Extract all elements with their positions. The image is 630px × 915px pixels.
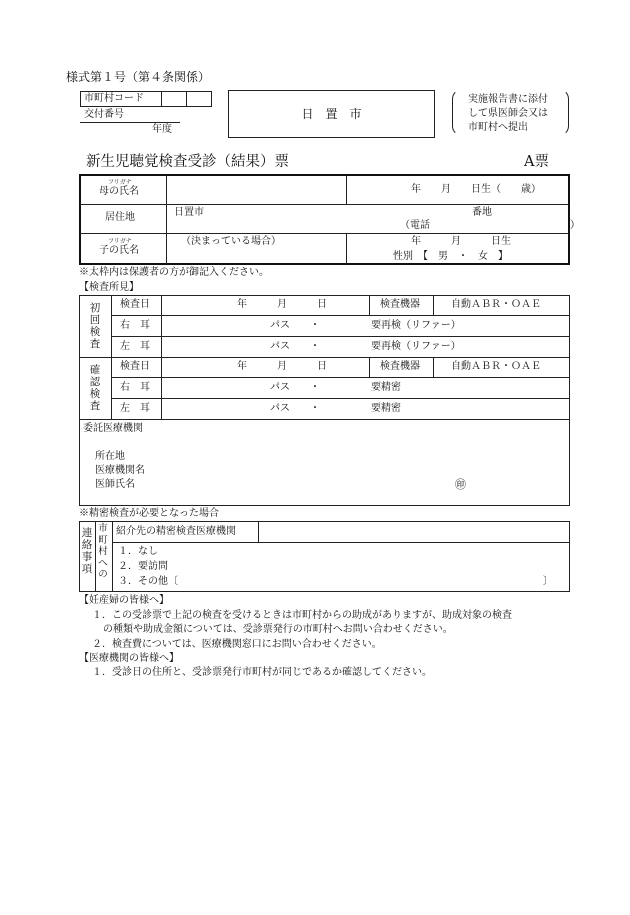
mother-name-label: 母の氏名 — [99, 186, 139, 197]
confirm-right-ear-label: 右 耳 — [120, 382, 150, 393]
confirm-date-label: 検査日 — [120, 361, 150, 372]
option-other[interactable]: ３．その他〔 — [118, 576, 178, 587]
child-birth-label: 年 月 日生 — [411, 236, 511, 247]
initial-date-field[interactable]: 年 月 日 — [237, 299, 327, 310]
guardian-note: ※太枠内は保護者の方が御記入ください。 — [79, 267, 269, 278]
confirm-device-value[interactable]: 自動ＡＢＲ・ＯＡＥ — [451, 361, 541, 372]
initial-device-label: 検査機器 — [380, 299, 420, 310]
initial-right-pass[interactable]: パス ・ — [270, 320, 320, 331]
confirm-date-field[interactable]: 年 月 日 — [237, 361, 327, 372]
initial-device-value[interactable]: 自動ＡＢＲ・ＯＡＥ — [451, 299, 541, 310]
seal-mark: ㊞ — [455, 478, 466, 491]
initial-date-label: 検査日 — [120, 299, 150, 310]
confirm-left-ear-label: 左 耳 — [120, 403, 150, 414]
to-city-label: 市町村への — [98, 523, 108, 580]
institution-label: 委託医療機関 — [83, 423, 143, 434]
phone-label[interactable]: （電話 ） — [400, 220, 580, 231]
pregnant-heading: 【妊産婦の皆様へ】 — [79, 595, 169, 606]
doctor-name-label: 医師氏名 — [95, 479, 135, 490]
sex-label[interactable]: 性別 【 男 ・ 女 】 — [393, 251, 508, 262]
confirm-left-detailed[interactable]: 要精密 — [371, 403, 401, 414]
location-label: 所在地 — [95, 451, 125, 462]
child-name-note: （決まっている場合） — [181, 236, 281, 247]
institution-name-label: 医療機関名 — [95, 465, 145, 476]
referral-field[interactable] — [259, 522, 569, 542]
option-visit[interactable]: ２．要訪問 — [118, 561, 168, 572]
city-name: 日 置 市 — [301, 107, 362, 121]
mother-birth-label: 年 月 日生（ 歳） — [411, 184, 541, 195]
confirm-device-label: 検査機器 — [380, 361, 420, 372]
findings-table — [79, 295, 570, 506]
initial-right-ear-label: 右 耳 — [120, 320, 150, 331]
confirm-right-detailed[interactable]: 要精密 — [371, 382, 401, 393]
municipality-code-label: 市町村コード — [84, 93, 144, 104]
mother-furigana: フリガナ — [108, 179, 132, 186]
submit-note-line2: して県医師会又は — [468, 108, 548, 119]
pregnant-item-2: ２．検査費については、医療機関窓口にお問い合わせください。 — [92, 639, 382, 650]
initial-left-refer[interactable]: 要再検（リファー） — [371, 341, 461, 352]
referral-label: 紹介先の精密検査医療機関 — [116, 526, 236, 537]
address-label: 居住地 — [105, 212, 135, 223]
banchi-label: 番地 — [472, 207, 492, 218]
pregnant-item-1: １．この受診票で上記の検査を受けるときは市町村からの助成がありますが、助成対象の検査 — [92, 610, 512, 621]
initial-exam-label: 初回検査 — [89, 302, 101, 350]
detailed-note: ※精密検査が必要となった場合 — [79, 508, 219, 519]
mother-name-field[interactable] — [167, 175, 346, 204]
confirm-left-pass[interactable]: パス ・ — [270, 403, 320, 414]
option-none[interactable]: １．なし — [118, 546, 158, 557]
form-title: 新生児聴覚検査受診（結果）票 — [86, 154, 289, 170]
issue-number-label: 交付番号 — [84, 109, 124, 120]
medical-item-1: １．受診日の住所と、受診票発行市町村が同じであるか確認してください。 — [92, 667, 432, 678]
confirm-exam-label: 確認検査 — [89, 364, 101, 412]
contact-label: 連絡事項 — [81, 527, 93, 575]
fiscal-year-label: 年度 — [152, 124, 172, 135]
option-other-close: 〕 — [543, 576, 553, 587]
medical-heading: 【医療機関の皆様へ】 — [79, 653, 179, 664]
address-value[interactable]: 日置市 — [174, 207, 204, 218]
ticket-type: A票 — [524, 154, 549, 170]
child-name-label: 子の氏名 — [99, 245, 139, 256]
form-number: 様式第１号（第４条関係） — [66, 70, 211, 84]
submit-note-line3: 市町村へ提出 — [468, 122, 528, 133]
child-furigana: フリガナ — [108, 238, 132, 245]
submit-note-line1: 実施報告書に添付 — [468, 94, 548, 105]
findings-heading: 【検査所見】 — [79, 282, 139, 293]
initial-left-ear-label: 左 耳 — [120, 341, 150, 352]
confirm-right-pass[interactable]: パス ・ — [270, 382, 320, 393]
initial-left-pass[interactable]: パス ・ — [270, 341, 320, 352]
pregnant-item-1-cont: の種類や助成金額については、受診票発行の市町村へお問い合わせください。 — [103, 624, 453, 635]
initial-right-refer[interactable]: 要再検（リファー） — [371, 320, 461, 331]
